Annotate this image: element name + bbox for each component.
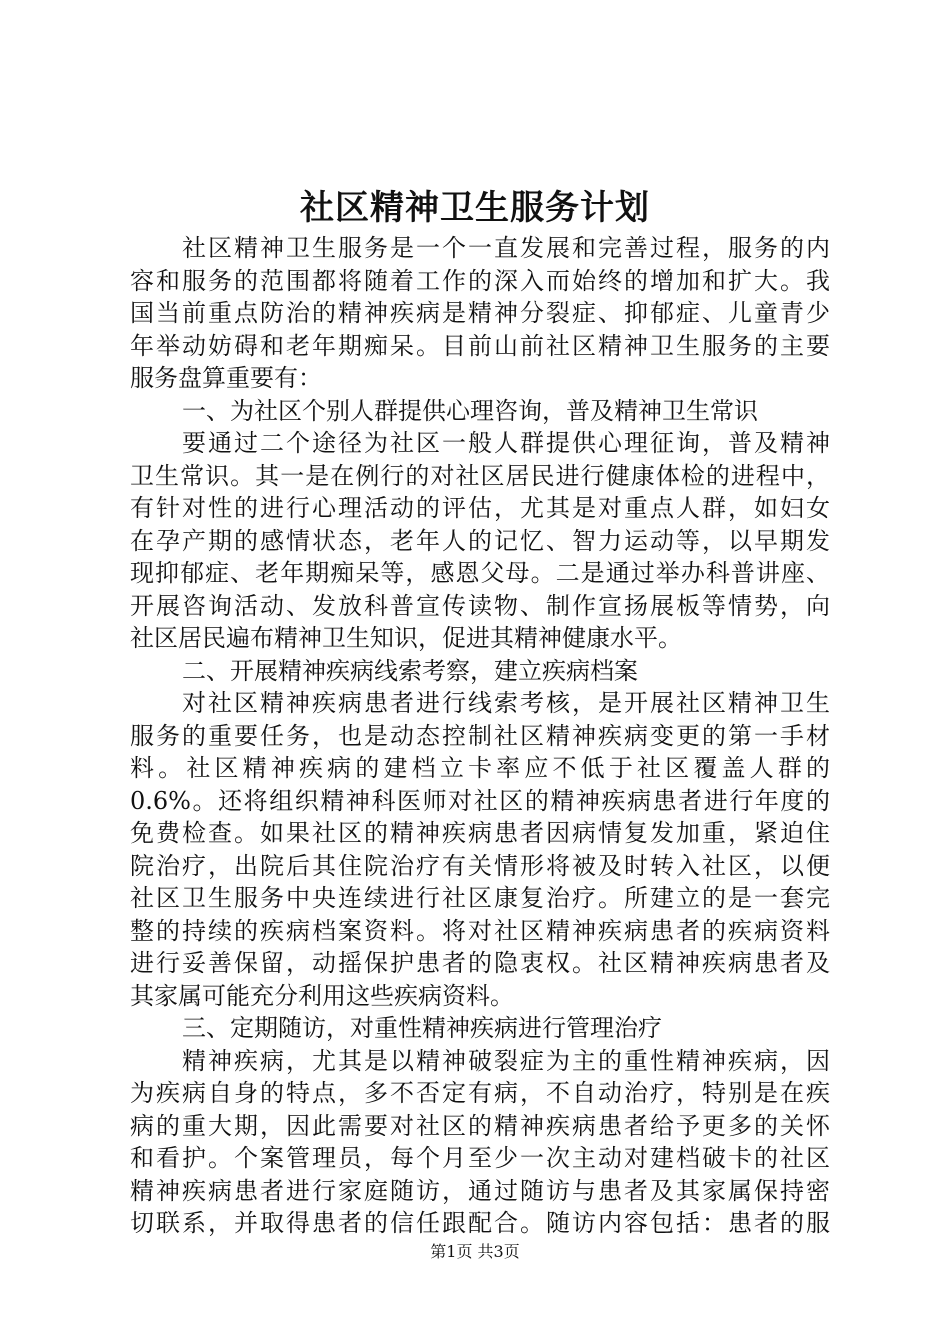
text-line: 社区卫生服务中央连续进行社区康复治疗。所建立的是一套完 bbox=[130, 884, 830, 912]
text-line: 有针对性的进行心理活动的评估，尤其是对重点人群，如妇女 bbox=[130, 494, 830, 522]
text-line: 国当前重点防治的精神疾病是精神分裂症、抑郁症、儿童青少 bbox=[130, 299, 830, 327]
text-line: 精神疾病患者进行家庭随访，通过随访与患者及其家属保持密 bbox=[130, 1176, 830, 1205]
text-line: 病的重大期，因此需要对社区的精神疾病患者给予更多的关怀 bbox=[130, 1111, 830, 1140]
text-line: 精神疾病，尤其是以精神破裂症为主的重性精神疾病，因 bbox=[182, 1046, 830, 1075]
text-line: 院治疗，出院后其住院治疗有关情形将被及时转入社区，以便 bbox=[130, 851, 830, 880]
document-title: 社区精神卫生服务计划 bbox=[300, 188, 650, 228]
text-line: 容和服务的范围都将随着工作的深入而始终的增加和扩大。我 bbox=[130, 266, 830, 295]
section-heading: 三、定期随访，对重性精神疾病进行管理治疗 bbox=[182, 1014, 662, 1042]
text-line: 社区居民遍布精神卫生知识，促进其精神健康水平。 bbox=[130, 624, 682, 652]
text-line: 卫生常识。其一是在例行的对社区居民进行健康体检的进程中， bbox=[130, 461, 830, 490]
text-line: 0.6%。还将组织精神科医师对社区的精神疾病患者进行年度的 bbox=[130, 786, 830, 815]
text-line: 在孕产期的感情状态，老年人的记忆、智力运动等，以早期发 bbox=[130, 526, 830, 555]
text-line: 年举动妨碍和老年期痴呆。目前山前社区精神卫生服务的主要 bbox=[130, 331, 830, 360]
text-line: 对社区精神疾病患者进行线索考核，是开展社区精神卫生 bbox=[182, 689, 830, 717]
text-line: 料。社区精神疾病的建档立卡率应不低于社区覆盖人群的 bbox=[130, 754, 830, 782]
text-line: 进行妥善保留，动摇保护患者的隐衷权。社区精神疾病患者及 bbox=[130, 949, 830, 977]
section-heading: 二、开展精神疾病线索考察，建立疾病档案 bbox=[182, 656, 638, 685]
document-body bbox=[130, 232, 830, 1240]
section-heading: 一、为社区个别人群提供心理咨询，普及精神卫生常识 bbox=[182, 396, 758, 425]
text-line: 为疾病自身的特点，多不否定有病，不自动治疗，特别是在疾 bbox=[130, 1079, 830, 1107]
text-line: 其家属可能充分利用这些疾病资料。 bbox=[130, 981, 514, 1010]
text-line: 切联系，并取得患者的信任跟配合。随访内容包括：患者的服 bbox=[130, 1209, 830, 1237]
text-line: 和看护。个案管理员，每个月至少一次主动对建档破卡的社区 bbox=[130, 1144, 830, 1172]
text-line: 开展咨询活动、发放科普宣传读物、制作宣扬展板等情势，向 bbox=[130, 591, 830, 620]
text-line: 整的持续的疾病档案资料。将对社区精神疾病患者的疾病资料 bbox=[130, 916, 830, 945]
text-line: 服务盘算重要有： bbox=[130, 364, 322, 392]
text-line: 社区精神卫生服务是一个一直发展和完善过程，服务的内 bbox=[182, 234, 830, 262]
text-line: 现抑郁症、老年期痴呆等，感恩父母。二是通过举办科普讲座、 bbox=[130, 559, 830, 587]
text-line: 要通过二个途径为社区一般人群提供心理征询，普及精神 bbox=[182, 429, 830, 457]
page-footer: 第1页 共3页 bbox=[430, 1242, 520, 1261]
text-line: 免费检查。如果社区的精神疾病患者因病情复发加重，紧迫住 bbox=[130, 819, 830, 847]
text-line: 服务的重要任务，也是动态控制社区精神疾病变更的第一手材 bbox=[130, 721, 830, 750]
